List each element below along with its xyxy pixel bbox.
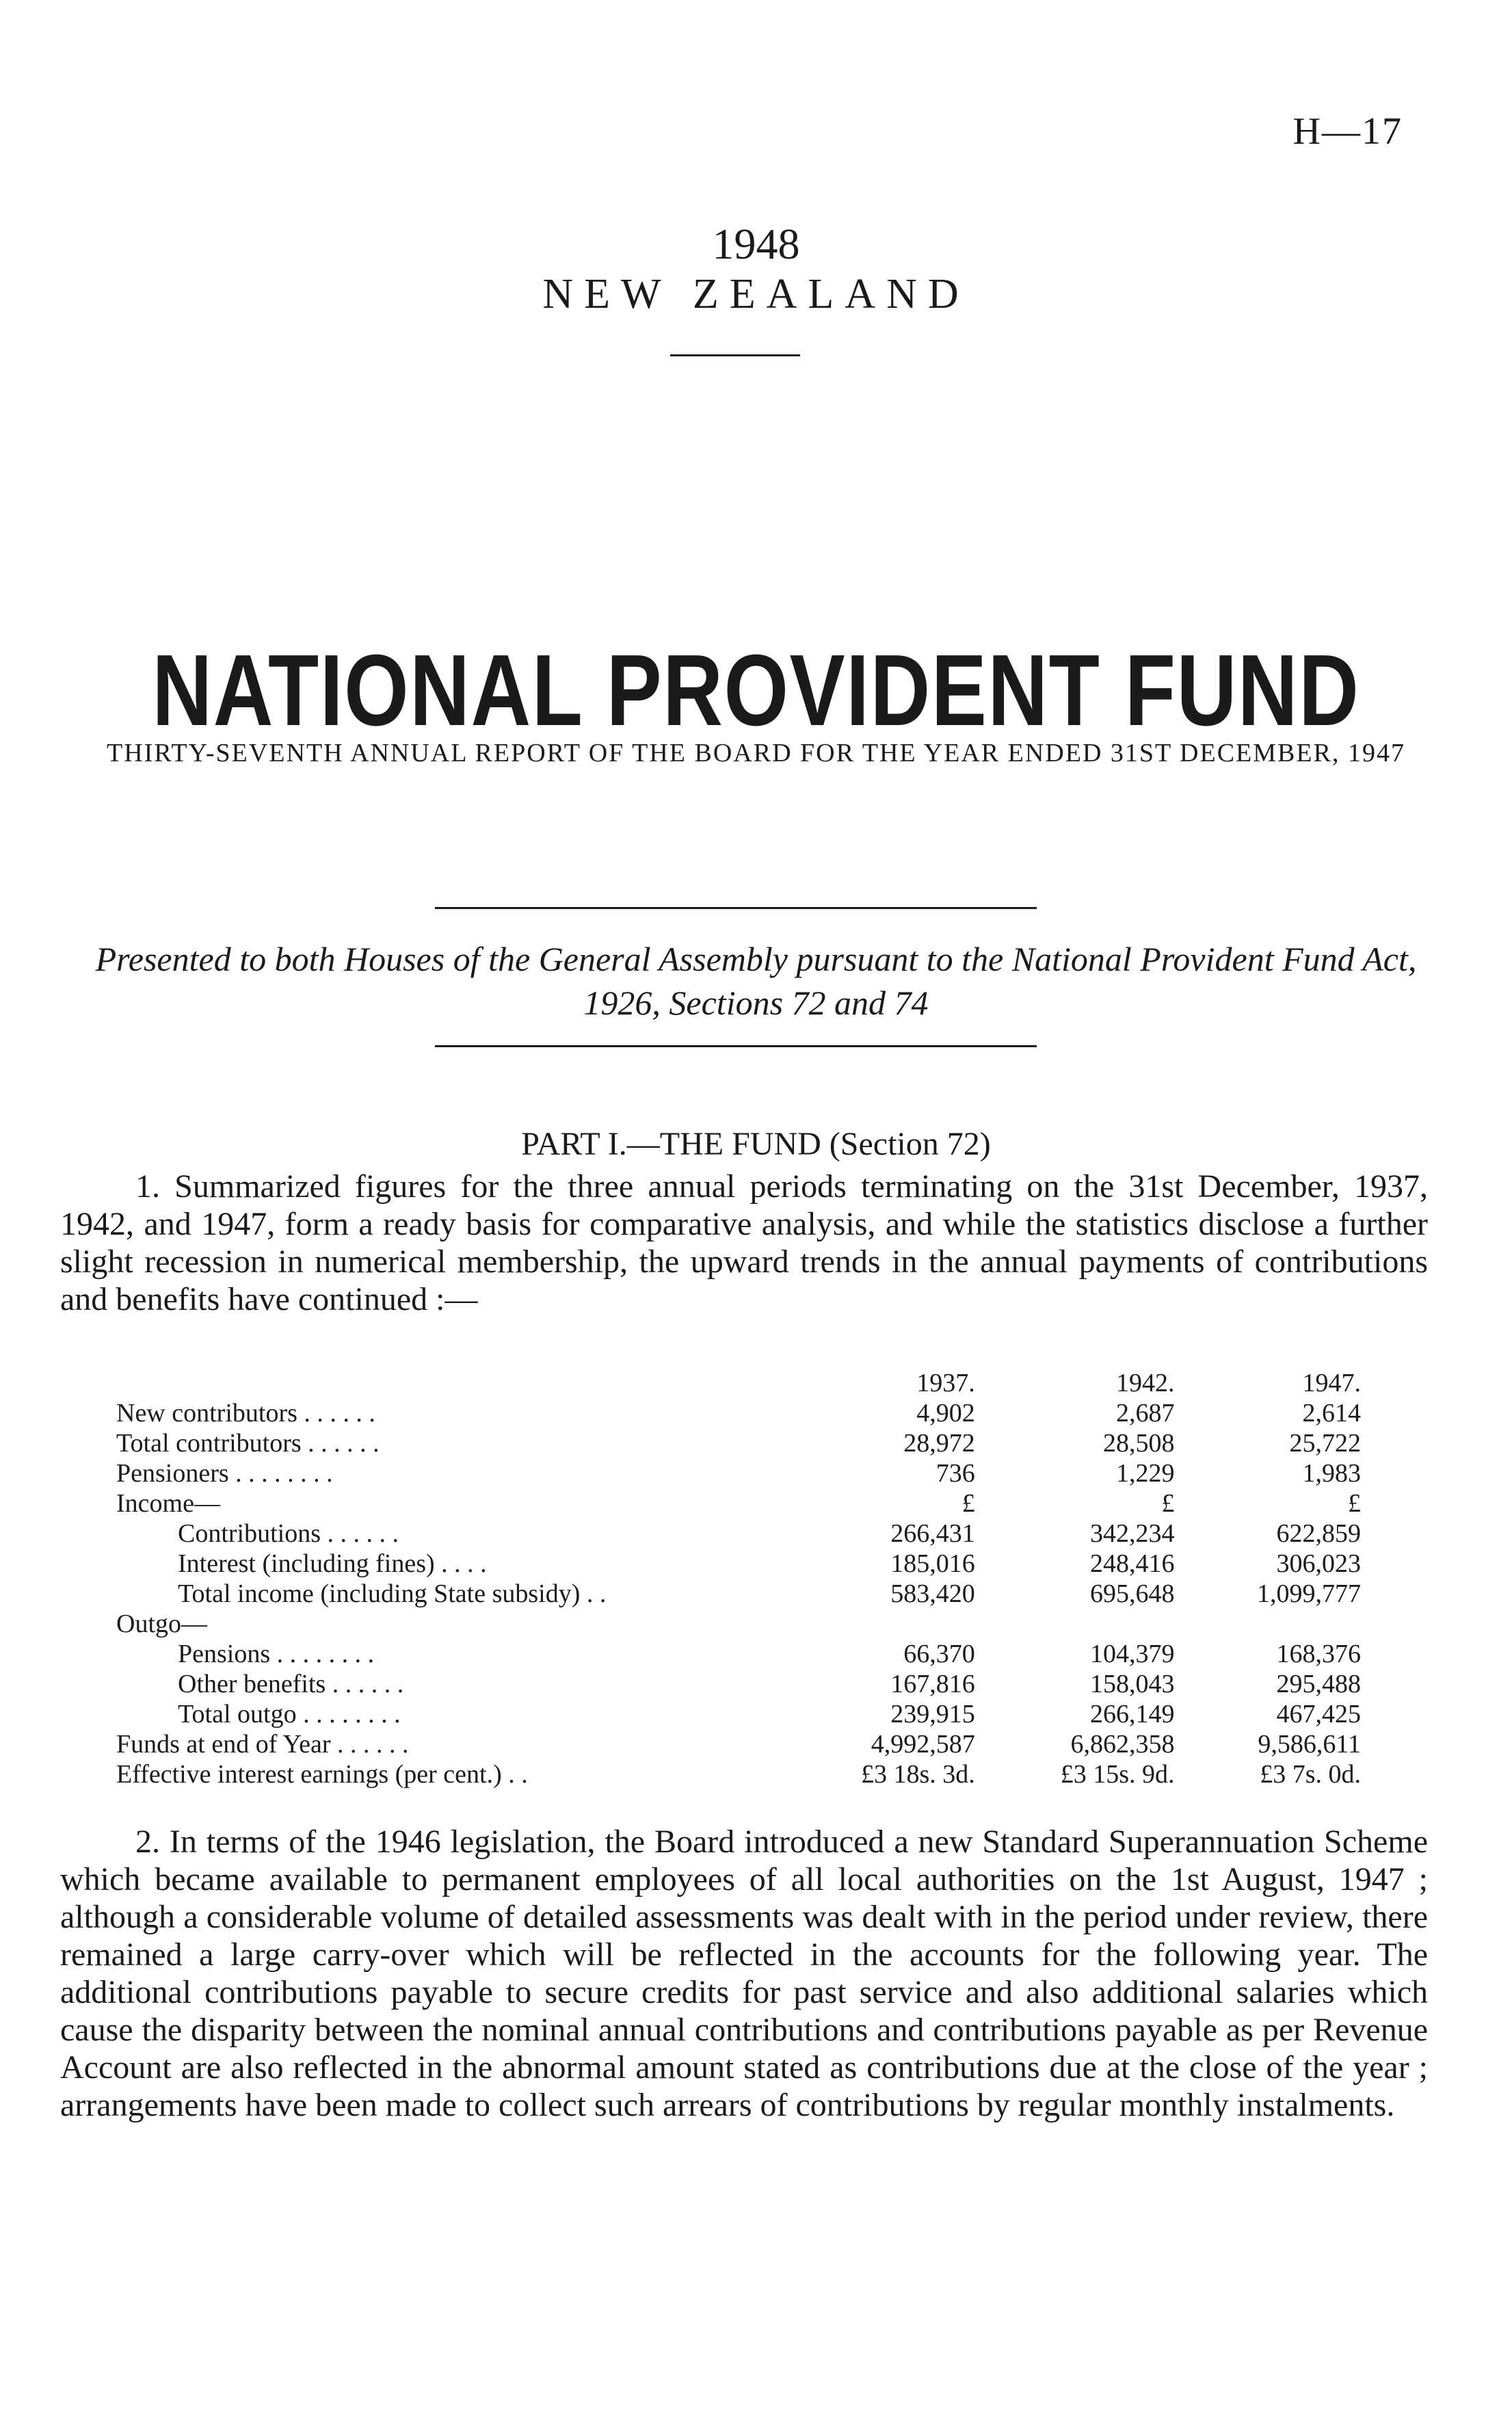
cell-1937: 185,016 — [890, 1549, 975, 1578]
cell-1942: 104,379 — [1090, 1640, 1175, 1668]
table-row — [116, 1759, 1361, 1789]
table-row — [116, 1579, 1361, 1609]
cell-1937 — [793, 1609, 975, 1639]
cell-1937: 4,902 — [916, 1399, 975, 1428]
cell-1947: £3 7s. 0d. — [1260, 1760, 1361, 1789]
cell-1937: 167,816 — [890, 1670, 975, 1698]
row-label: Other benefits . . . . . . — [178, 1670, 404, 1698]
summary-table — [116, 1368, 1361, 1789]
column-header: 1942. — [1116, 1369, 1175, 1397]
table-row — [116, 1519, 1361, 1549]
row-label: Effective interest earnings (per cent.) . . — [116, 1760, 528, 1789]
cell-1947: 467,425 — [1276, 1700, 1361, 1729]
table-row — [116, 1549, 1361, 1579]
cell-1942: 248,416 — [1090, 1549, 1175, 1578]
paragraph-2: 2. In terms of the 1946 legislation, the Board introduced a new Standard Superannuation Scheme which became available to permanent employees of all local authorities on the 1st August, 1947 ; although a considerable volume of detailed assessments was dealt with in the period under review, there remained a large carry-over which will be reflected in the accounts for the following year. The additional contributions payable to secure credits for past service and also additional salaries which cause the disparity between the nominal annual contributions and contributions payable as per Revenue Account are also reflected in the abnormal amount stated as contributions due at the close of the year ; arrangements have been made to collect such arrears of contributions by regular monthly instalments. — [60, 1824, 1428, 2123]
cell-1942: 2,687 — [1116, 1399, 1175, 1428]
cell-1947: 295,488 — [1276, 1670, 1361, 1698]
row-label: Outgo— — [116, 1609, 207, 1638]
row-label: Total income (including State subsidy) . . — [178, 1579, 607, 1608]
table-row — [116, 1488, 1361, 1519]
column-header: 1947. — [1302, 1369, 1361, 1397]
country-heading: NEW ZEALAND — [542, 271, 970, 317]
cell-1937: £ — [961, 1489, 975, 1518]
divider — [435, 1045, 1037, 1047]
cell-1937: 66,370 — [903, 1640, 975, 1668]
divider — [670, 354, 800, 356]
cell-1947 — [1175, 1609, 1361, 1639]
table-row — [116, 1609, 1361, 1639]
cell-1942 — [975, 1609, 1175, 1639]
cell-1942: 1,229 — [1116, 1459, 1175, 1488]
cell-1937: 239,915 — [890, 1700, 975, 1729]
page-title: NATIONAL PROVIDENT FUND — [152, 634, 1360, 747]
cell-1942: 266,149 — [1090, 1700, 1175, 1729]
row-label: Total contributors . . . . . . — [116, 1429, 380, 1458]
part-heading: PART I.—THE FUND (Section 72) — [521, 1126, 991, 1162]
page-code: H—17 — [1292, 110, 1403, 153]
table-row — [116, 1669, 1361, 1699]
cell-1937: 4,992,587 — [871, 1730, 975, 1759]
table-row — [116, 1699, 1361, 1729]
table-row — [116, 1729, 1361, 1759]
column-header: 1937. — [916, 1369, 975, 1397]
row-label: New contributors . . . . . . — [116, 1399, 375, 1428]
cell-1942: £ — [1161, 1489, 1175, 1518]
cell-1947: 622,859 — [1276, 1519, 1361, 1548]
paragraph-1: 1. Summarized figures for the three annual periods terminating on the 31st December, 1937, 1942, and 1947, form a ready basis for comparative analysis, and while the statistics disclose a further slight recession in numerical membership, the upward trends in the annual payments of contributions and benefits have continued :— — [60, 1168, 1428, 1317]
table-row — [116, 1639, 1361, 1669]
cell-1947: 306,023 — [1276, 1549, 1361, 1578]
cell-1942: 342,234 — [1090, 1519, 1175, 1548]
cell-1947: 1,983 — [1302, 1459, 1361, 1488]
cell-1947: 168,376 — [1276, 1640, 1361, 1668]
table-row — [116, 1458, 1361, 1488]
table-header-row — [116, 1368, 1361, 1398]
cell-1947: 1,099,777 — [1257, 1579, 1361, 1608]
divider — [435, 907, 1037, 909]
row-label: Pensions . . . . . . . . — [178, 1640, 375, 1668]
cell-1947: 2,614 — [1302, 1399, 1361, 1428]
cell-1947: 9,586,611 — [1258, 1730, 1361, 1759]
cell-1937: 583,420 — [890, 1579, 975, 1608]
row-label: Contributions . . . . . . — [178, 1519, 399, 1548]
row-label: Funds at end of Year . . . . . . — [116, 1730, 409, 1759]
cell-1937: £3 18s. 3d. — [860, 1760, 975, 1789]
cell-1937: 266,431 — [890, 1519, 975, 1548]
row-label: Income— — [116, 1489, 220, 1518]
cell-1942: 6,862,358 — [1070, 1730, 1175, 1759]
cell-1942: 695,648 — [1090, 1579, 1175, 1608]
cell-1947: 25,722 — [1289, 1429, 1361, 1458]
row-label: Pensioners . . . . . . . . — [116, 1459, 333, 1488]
cell-1942: 158,043 — [1090, 1670, 1175, 1698]
cell-1942: 28,508 — [1103, 1429, 1175, 1458]
table-row — [116, 1398, 1361, 1428]
presented-note: Presented to both Houses of the General Assembly pursuant to the National Provident Fund Act, 1926, Sections 72 and 74 — [95, 940, 1417, 1022]
row-label: Interest (including fines) . . . . — [178, 1549, 487, 1578]
cell-1937: 28,972 — [903, 1429, 975, 1458]
cell-1947: £ — [1348, 1489, 1361, 1518]
report-year: 1948 — [712, 220, 800, 268]
cell-1942: £3 15s. 9d. — [1060, 1760, 1175, 1789]
table-row — [116, 1428, 1361, 1458]
report-subtitle: THIRTY-SEVENTH ANNUAL REPORT OF THE BOARD FOR THE YEAR ENDED 31ST DECEMBER, 1947 — [107, 739, 1405, 767]
row-label: Total outgo . . . . . . . . — [178, 1700, 401, 1729]
cell-1937: 736 — [936, 1459, 975, 1488]
